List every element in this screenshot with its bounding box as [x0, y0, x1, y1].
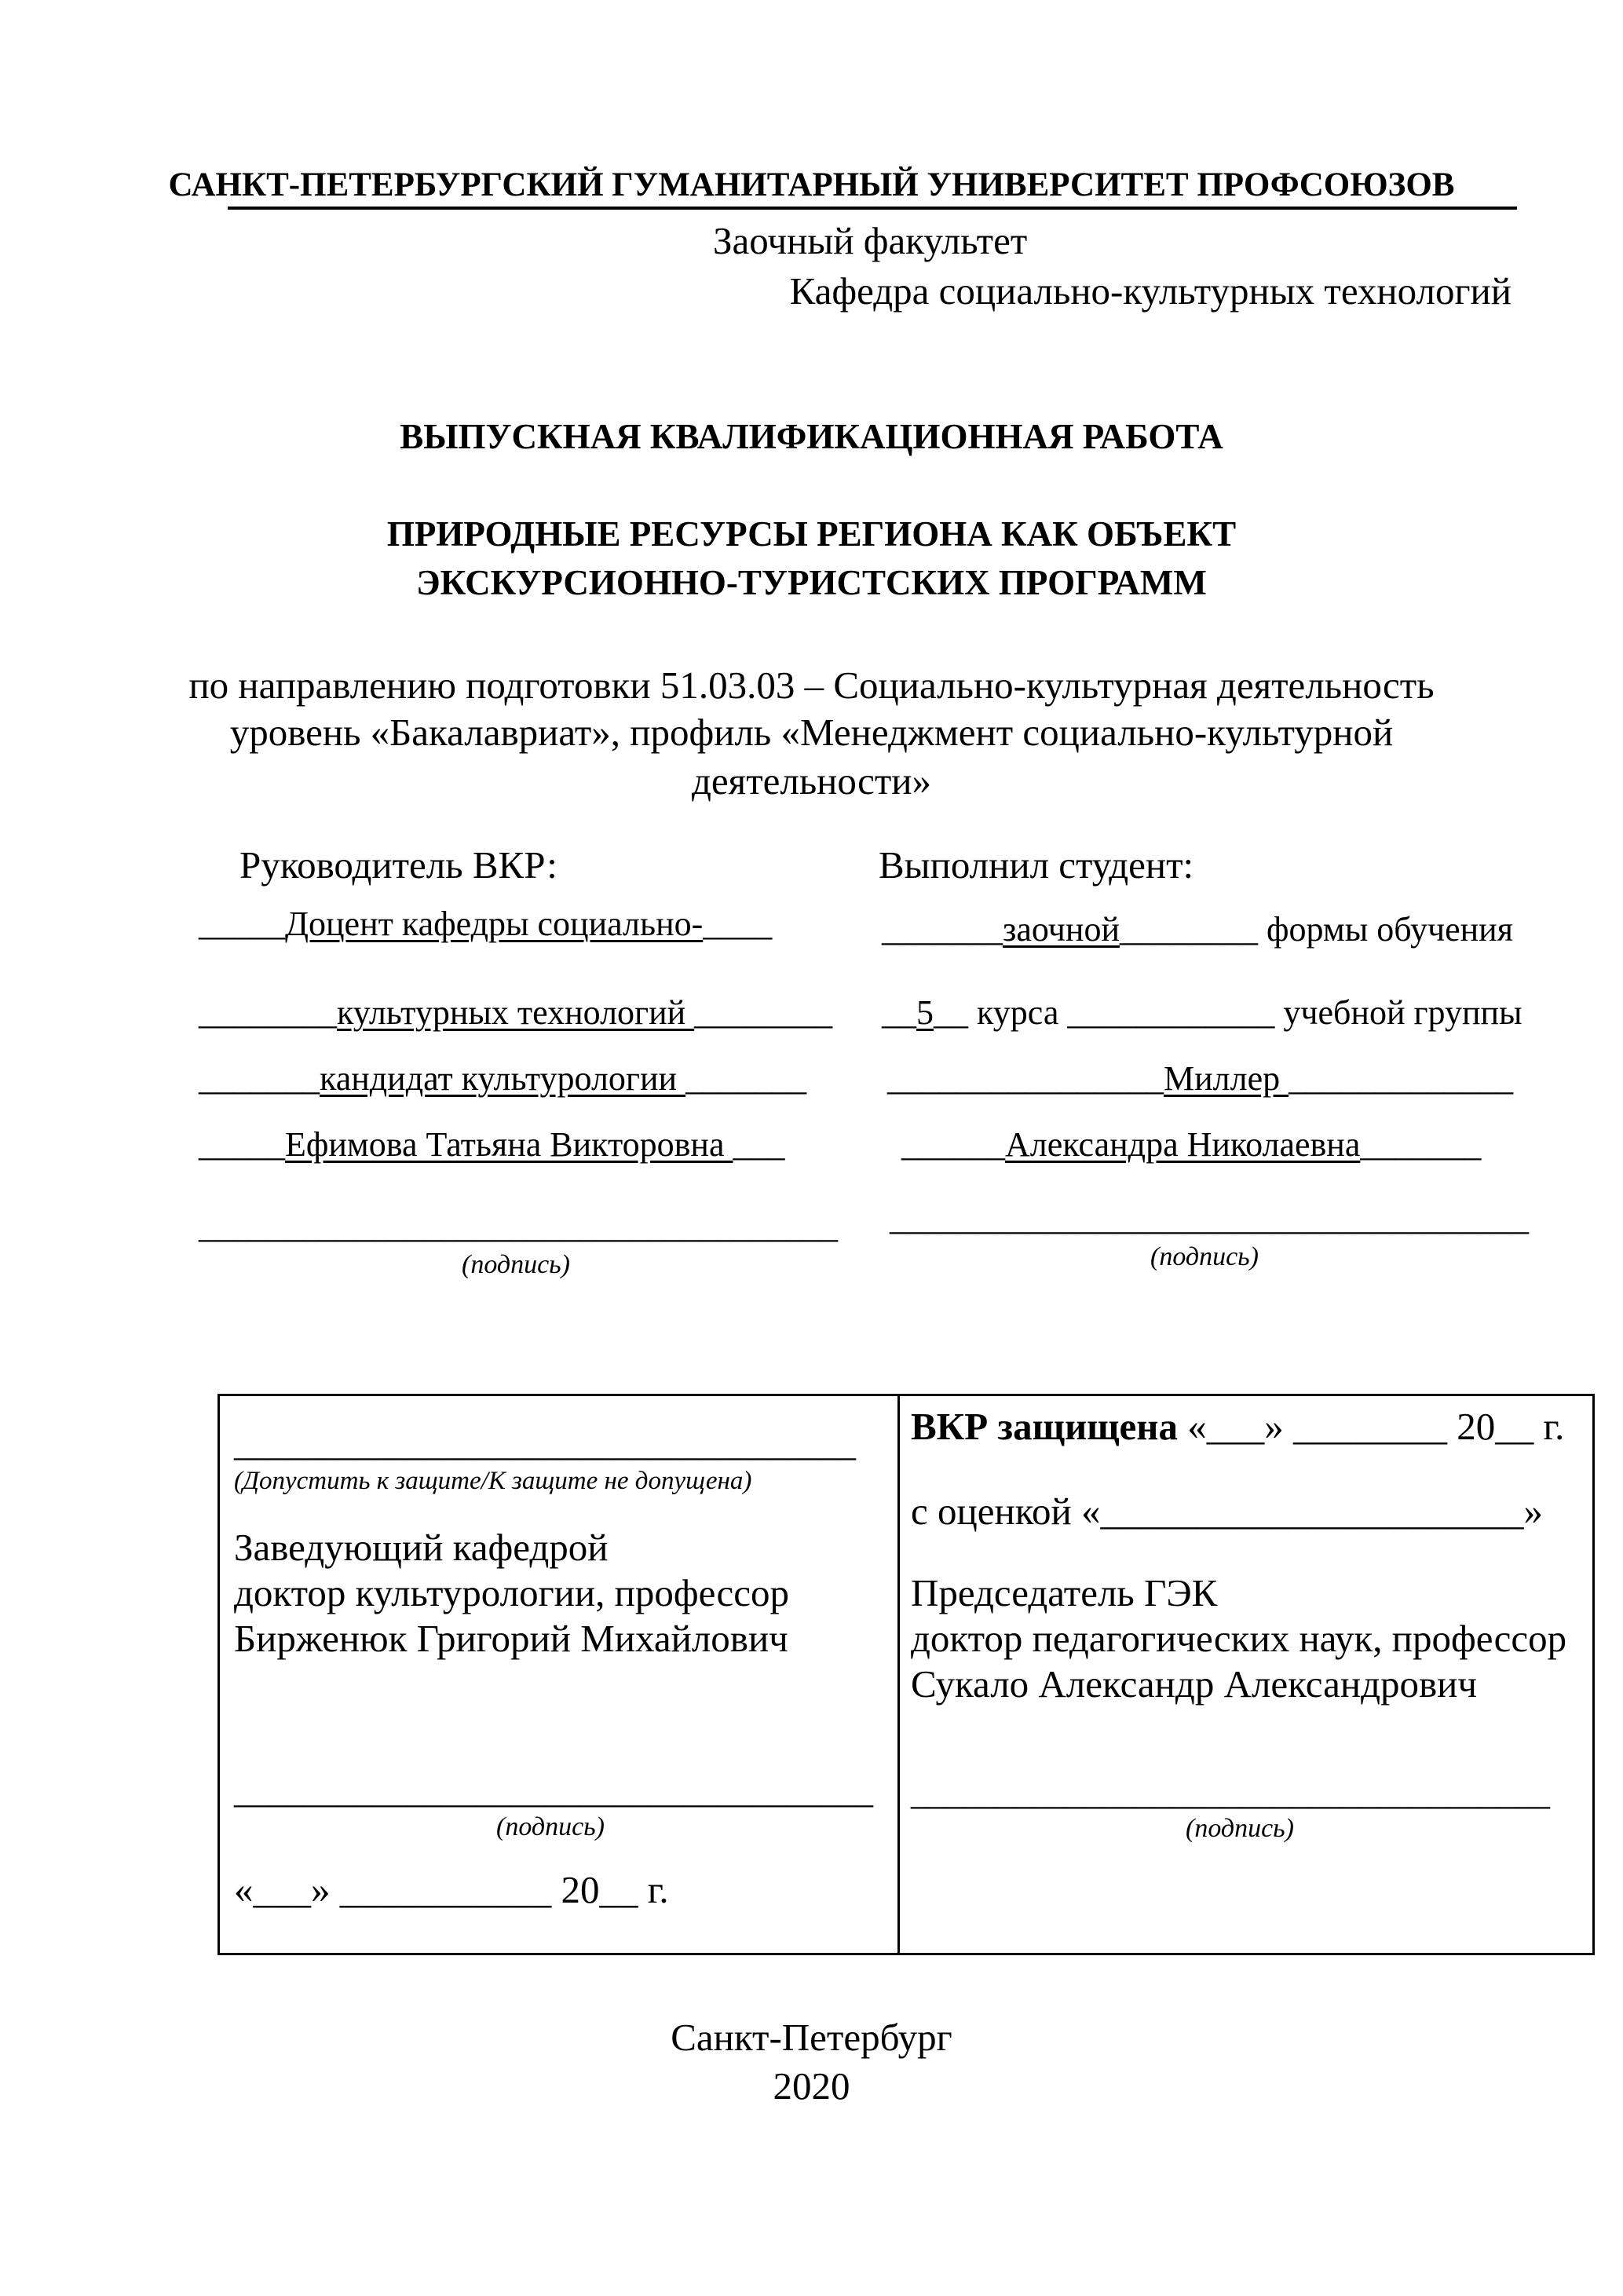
university-name: САНКТ-ПЕТЕРБУРГСКИЙ ГУМАНИТАРНЫЙ УНИВЕРСИТЕТ ПРОФСОЮЗОВ [168, 166, 1455, 203]
topic-line-1: ПРИРОДНЫЕ РЕСУРСЫ РЕГИОНА КАК ОБЪЕКТ [386, 514, 1237, 554]
student-signature-caption: (подпись) [1150, 1242, 1259, 1271]
faculty-name: Заочный факультет [713, 219, 1028, 262]
student-row: _______заочной________ формы обучения [882, 910, 1513, 949]
head-signature-caption: (подпись) [496, 1812, 605, 1841]
supervisor-row: ________культурных технологий ________ [199, 993, 833, 1032]
student-row: __5__ курса ____________ учебной группы [882, 993, 1522, 1032]
head-title: Заведующий кафедрой [234, 1526, 609, 1569]
header-rule [228, 207, 1517, 210]
head-signature-line: _____________________________________ [234, 1772, 873, 1811]
supervisor-heading: Руководитель ВКР: [239, 843, 557, 887]
chair-title: Председатель ГЭК [911, 1571, 1218, 1614]
supervisor-row: _____Доцент кафедры социально-____ [199, 905, 773, 943]
direction-line-2: уровень «Бакалавриат», профиль «Менеджмент социально-культурной [229, 711, 1394, 754]
chair-signature-caption: (подпись) [1186, 1814, 1294, 1843]
supervisor-signature-line: _____________________________________ [199, 1207, 838, 1245]
head-name: Бирженюк Григорий Михайлович [234, 1617, 788, 1660]
direction-line-1: по направлению подготовки 51.03.03 – Социально-культурная деятельность [188, 664, 1435, 707]
admission-blank-line: ____________________________________ [234, 1425, 856, 1464]
defended-line: ВКР защищена «___» ________ 20__ г. [911, 1405, 1565, 1448]
grade-line: с оценкой «______________________» [911, 1490, 1543, 1533]
supervisor-row: _______кандидат культурологии _______ [199, 1059, 807, 1098]
supervisor-row: _____Ефимова Татьяна Викторовна ___ [199, 1125, 785, 1164]
head-degree: доктор культурологии, профессор [234, 1571, 790, 1614]
topic-line-2: ЭКСКУРСИОННО-ТУРИСТСКИХ ПРОГРАММ [416, 563, 1207, 602]
table-divider [897, 1396, 900, 1953]
chair-name: Сукало Александр Александрович [911, 1662, 1478, 1706]
city: Санкт-Петербург [671, 2016, 952, 2059]
student-signature-line: _____________________________________ [890, 1199, 1529, 1238]
year: 2020 [773, 2064, 850, 2108]
direction-line-3: деятельности» [691, 759, 931, 803]
student-row: ________________Миллер _____________ [887, 1059, 1514, 1098]
approval-table [217, 1394, 1595, 1955]
student-heading: Выполнил студент: [879, 843, 1194, 887]
admission-caption: (Допустить к защите/К защите не допущена) [234, 1467, 752, 1495]
work-type: ВЫПУСКНАЯ КВАЛИФИКАЦИОННАЯ РАБОТА [400, 417, 1223, 456]
supervisor-signature-caption: (подпись) [462, 1250, 570, 1279]
department-name: Кафедра социально-культурных технологий [789, 269, 1512, 313]
chair-degree: доктор педагогических наук, профессор [911, 1617, 1567, 1660]
head-date-line: «___» ___________ 20__ г. [234, 1868, 669, 1911]
student-row: ______Александра Николаевна_______ [901, 1125, 1482, 1164]
chair-signature-line: _____________________________________ [911, 1774, 1550, 1812]
